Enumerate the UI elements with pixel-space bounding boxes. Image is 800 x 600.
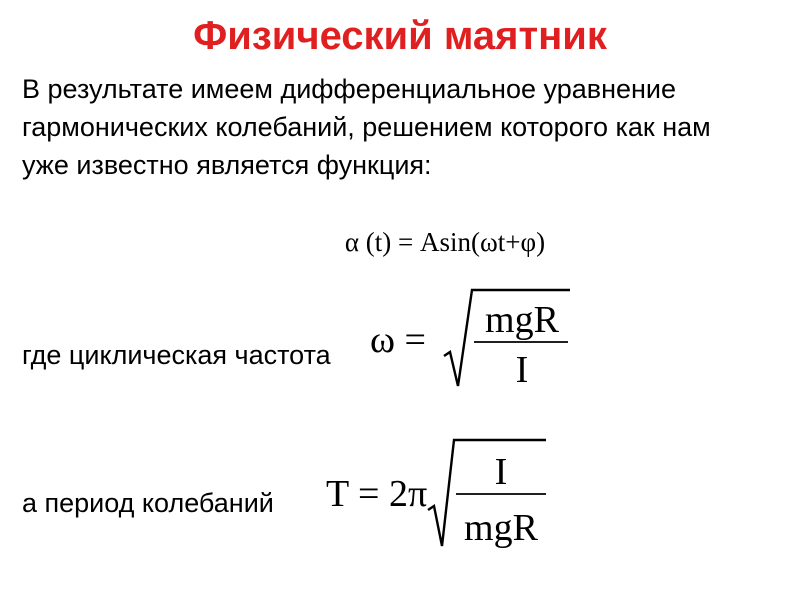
cyclic-frequency-formula — [362, 288, 592, 391]
intro-line-3: уже известно является функция: — [22, 150, 432, 180]
omega-lhs: ω = — [370, 319, 426, 361]
period-label: а период колебаний — [22, 488, 274, 518]
solution-formula-text: α (t) = Asin(ωt+φ) — [344, 227, 546, 257]
omega-numerator: mgR — [485, 299, 559, 341]
omega-denominator: I — [515, 349, 529, 391]
period-formula — [318, 436, 578, 556]
cyclic-frequency-label: где циклическая частота — [22, 340, 331, 370]
period-lhs: T = 2π — [326, 473, 428, 515]
intro-line-1: В результате имеем дифференциальное уравнение — [22, 74, 677, 104]
intro-paragraph — [22, 70, 792, 184]
intro-line-2: гармонических колебаний, решением которого как нам — [22, 112, 711, 142]
period-denominator: mgR — [464, 507, 538, 549]
slide-title: Физический маятник — [193, 14, 607, 58]
period-numerator: I — [494, 451, 508, 493]
solution-formula — [0, 222, 800, 262]
